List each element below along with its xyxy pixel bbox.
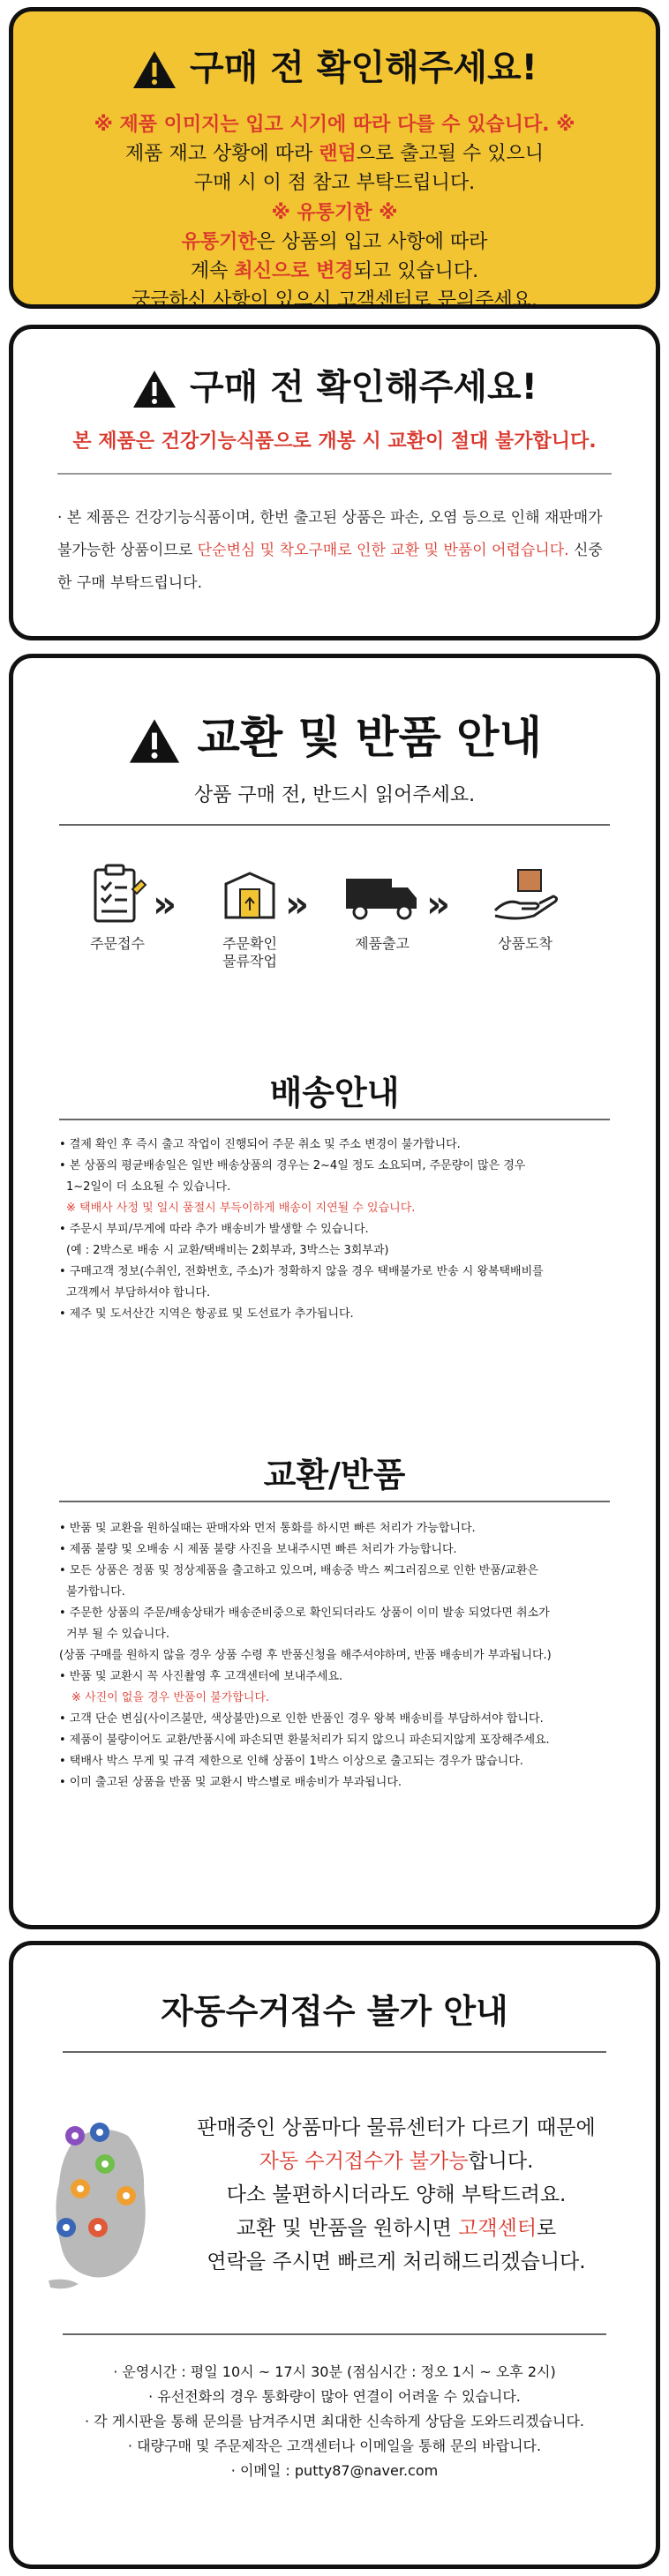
clipboard-icon <box>86 863 148 926</box>
exchange-return-panel <box>9 654 660 1929</box>
pickup-message: 판매중인 상품마다 물류센터가 다르기 때문에 자동 수거접수가 불가능합니다. 다소 불편하시더라도 양해 부탁드려요. 교환 및 반품을 원하시면 고객센터로 연락을 주시면 빠르게 처리해드리겠습니다. <box>197 2116 596 2273</box>
step-delivered: 상품도착 <box>472 863 578 953</box>
truck-icon <box>342 863 422 926</box>
warning-icon <box>132 369 177 409</box>
return-list: • 반품 및 교환을 원하실때는 판매자와 먼저 통화를 하시면 빠른 처리가 가능합니다. • 제품 불량 및 오배송 시 제품 불량 사진을 보내주시면 빠른 처리가 가능합니다. • 모든 상품은 정품 및 정상제품을 출고하고 있으며, 배송중 박스 찌그러짐으로 인한 반품/교환은 불가합니다. • 주문한 상품의 주문/배송상태가 배송준비중으로 확인되더라도 상품이 이미 발송 되었다면 취소가 거부 될 수 있습니다. (상품 구매를 원하지 않을 경우 상품 수령 후 반품신청을 해주셔야하며, 반품 배송비가 부과됩니다.) • 반품 및 교환시 꼭 사진촬영 후 고객센터에 보내주세요. ※ 사진이 없을 경우 반품이 불가합니다. • 고객 단순 변심(사이즈불만, 색상불만)으로 인한 반품인 경우 왕복 배송비를 부담하셔야 합니다. • 제품이 불량이어도 교환/반품시에 파손되면 환불처리가 되지 않으니 파손되지않게 포장해주세요. • 택배사 박스 무게 및 규격 제한으로 인해 상품이 1박스 이상으로 출고되는 경우가 많습니다. • 이미 출고된 상품을 반품 및 교환시 박스별로 배송비가 부과됩니다. <box>59 1522 552 1789</box>
notice-lines <box>13 110 656 198</box>
step-order-confirm: 주문확인 물류작업 <box>197 863 303 970</box>
expiry-notice: ※ 유통기한 ※ 유통기한은 상품의 입고 사항에 따라 계속 최신으로 변경되고 있습니다. 궁금하신 사항이 있으시 고객센터로 문의주세요. <box>13 198 656 315</box>
divider <box>59 1501 610 1502</box>
shipping-title: 배송안내 <box>269 1074 400 1112</box>
divider <box>57 473 612 475</box>
exchange-subtitle: 상품 구매 전, 반드시 읽어주세요. <box>193 784 476 806</box>
no-exchange-subtitle: 본 제품은 건강기능식품으로 개봉 시 교환이 절대 불가합니다. <box>72 431 597 453</box>
process-steps <box>64 863 603 995</box>
chevron-right-icon: » <box>153 882 177 925</box>
divider <box>59 824 610 826</box>
expiry-title: ※ 유통기한 ※ <box>271 202 398 224</box>
chevron-right-icon: » <box>426 882 451 925</box>
email-line: · 이메일 : putty87@naver.com <box>230 2462 439 2479</box>
shipping-list: • 결제 확인 후 즉시 출고 작업이 진행되어 주문 취소 및 주소 변경이 불가합니다. • 본 상품의 평균배송일은 일반 배송상품의 경우는 2~4일 정도 소요되며, 주문량이 많은 경우 1~2일이 더 소요될 수 있습니다. ※ 택배사 사정 및 일시 품절시 부득이하게 배송이 지연될 수 있습니다. • 주문시 부피/무게에 따라 추가 배송비가 발생할 수 있습니다. (예 : 2박스로 배송 시 교환/택배비는 2회부과, 3박스는 3회부과) • 구매고객 정보(수취인, 전화번호, 주소)가 정확하지 않을 경우 택배불가로 반송 시 왕복택배비를 고객께서 부담하셔야 합니다. • 제주 및 도서산간 지역은 항공료 및 도선료가 추가됩니다. <box>59 1138 544 1321</box>
operating-hours: · 운영시간 : 평일 10시 ~ 17시 30분 (점심시간 : 정오 1시 ~ 오후 2시) <box>113 2363 556 2380</box>
divider <box>63 2051 606 2053</box>
notice-body: · 본 제품은 건강기능식품이며, 한번 출고된 상품은 파손, 오염 등으로 인해 재판매가 불가능한 상품이므로 단순변심 및 착오구매로 인한 교환 및 반품이 어렵습니다. 신중한 구매 부탁드립니다. <box>57 509 603 592</box>
chevron-right-icon: » <box>285 882 310 925</box>
health-food-notice-panel <box>9 325 660 640</box>
image-notice-line: ※ 제품 이미지는 입고 시기에 따라 다를 수 있습니다. ※ <box>94 114 575 136</box>
contact-info: · 운영시간 : 평일 10시 ~ 17시 30분 (점심시간 : 정오 1시 ~ 오후 2시) · 유선전화의 경우 통화량이 많아 연결이 어려울 수 있습니다. · 각 게시판을 통해 문의를 남겨주시면 최대한 신속하게 상담을 도와드리겠습니다. · 대량구매 및 주문제작은 고객센터나 이메일을 통해 문의 바랍니다. · 이메일 : putty87@naver.com <box>13 2360 656 2483</box>
notice-panel-yellow <box>9 7 660 309</box>
exchange-title: 교환 및 반품 안내 <box>13 702 656 766</box>
step-shipping: 제품출고 <box>329 863 435 953</box>
step-order-received: 주문접수 <box>64 863 170 953</box>
warning-icon <box>132 49 177 90</box>
notice-title: 구매 전 확인해주세요! <box>13 359 656 409</box>
pickup-title: 자동수거접수 불가 안내 <box>161 1992 508 2031</box>
korea-map-icon <box>40 2104 172 2298</box>
return-title: 교환/반품 <box>263 1456 406 1494</box>
stock-notice-line: 제품 재고 상황에 따라 랜덤으로 출고될 수 있으니 <box>124 143 544 165</box>
stock-notice-line-2: 구매 시 이 점 참고 부탁드립니다. <box>193 172 476 194</box>
notice-title: 구매 전 확인해주세요! <box>13 40 656 90</box>
divider <box>59 1119 610 1120</box>
hand-box-icon <box>490 863 560 926</box>
warning-icon <box>127 717 182 765</box>
divider <box>63 2333 606 2335</box>
box-icon <box>219 863 281 926</box>
auto-pickup-notice-panel <box>9 1941 660 2569</box>
